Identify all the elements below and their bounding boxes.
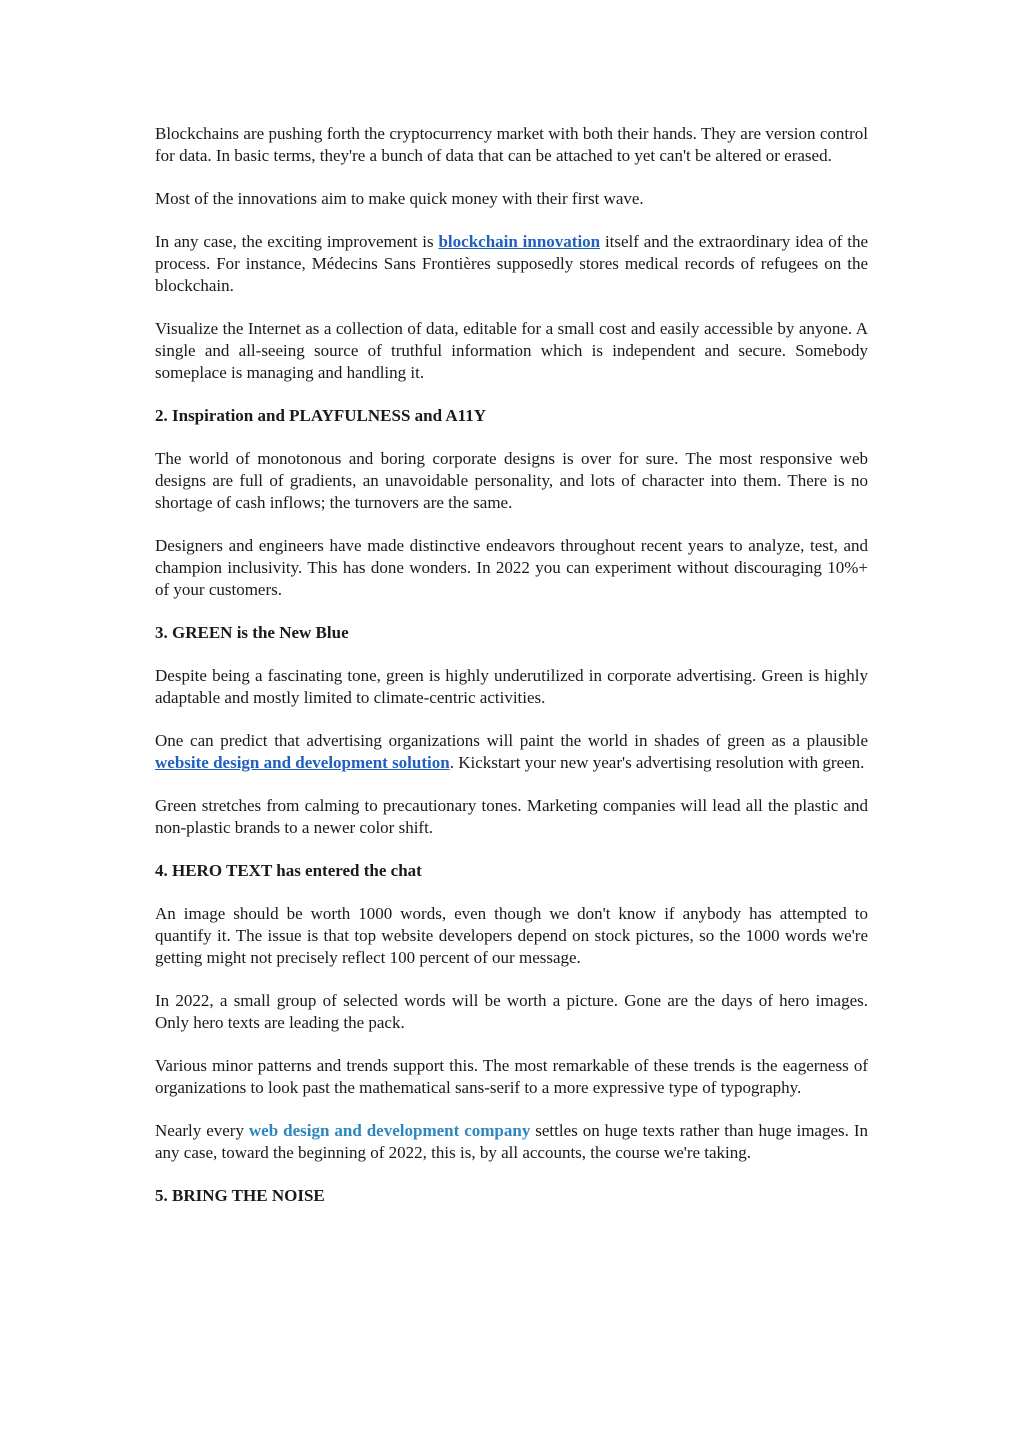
paragraph-exciting-improvement	[155, 231, 868, 297]
heading-green: 3. GREEN is the New Blue	[155, 623, 349, 642]
paragraph-inclusivity: Designers and engineers have made distinctive endeavors throughout recent years to analyze, test, and champion inclusivity. This has done wonders. In 2022 you can experiment without discouraging 10%+ of your customers.	[155, 536, 868, 599]
web-design-company-link[interactable]: web design and development company	[248, 1121, 531, 1140]
heading-inspiration: 2. Inspiration and PLAYFULNESS and A11Y	[155, 406, 486, 425]
paragraph-minor-patterns: Various minor patterns and trends support this. The most remarkable of these trends is the eagerness of organizations to look past the mathematical sans-serif to a more expressive type of typography.	[155, 1056, 868, 1097]
paragraph-innovations: Most of the innovations aim to make quick money with their first wave.	[155, 189, 644, 208]
paragraph-blockchains: Blockchains are pushing forth the cryptocurrency market with both their hands. They are version control for data. In basic terms, they're a bunch of data that can be attached to yet can't be altered or erased.	[155, 124, 868, 165]
paragraph-green-tone: Despite being a fascinating tone, green is highly underutilized in corporate advertising. Green is highly adaptable and mostly limited to climate-centric activities.	[155, 666, 868, 707]
paragraph-text: In any case, the exciting improvement is	[155, 232, 439, 251]
document-body	[155, 123, 868, 1228]
paragraph-text: . Kickstart your new year's advertising resolution with green.	[449, 753, 865, 772]
paragraph-text: Nearly every	[155, 1121, 249, 1140]
blockchain-innovation-link[interactable]: blockchain innovation	[438, 232, 601, 251]
heading-bring-the-noise: 5. BRING THE NOISE	[155, 1186, 325, 1205]
paragraph-text: settles on huge texts rather than huge images. In any case, toward the beginning of 2022, this is, by all accounts, the course we're taking.	[155, 1121, 868, 1162]
paragraph-visualize-internet: Visualize the Internet as a collection of data, editable for a small cost and easily accessible by anyone. A single and all-seeing source of truthful information which is independent and secure. Somebody someplace is managing and handling it.	[155, 319, 868, 382]
paragraph-green-prediction	[155, 730, 868, 774]
paragraph-huge-texts	[155, 1120, 868, 1164]
heading-hero-text: 4. HERO TEXT has entered the chat	[155, 861, 422, 880]
paragraph-green-stretches: Green stretches from calming to precautionary tones. Marketing companies will lead all the plastic and non-plastic brands to a newer color shift.	[155, 796, 868, 837]
paragraph-2022-words: In 2022, a small group of selected words will be worth a picture. Gone are the days of hero images. Only hero texts are leading the pack.	[155, 991, 868, 1032]
paragraph-image-worth: An image should be worth 1000 words, even though we don't know if anybody has attempted to quantify it. The issue is that top website developers depend on stock pictures, so the 1000 words we're getting might not precisely reflect 100 percent of our message.	[155, 904, 868, 967]
paragraph-text: itself and the extraordinary idea of the process. For instance, Médecins Sans Frontières supposedly stores medical records of refugees on the blockchain.	[155, 232, 868, 295]
paragraph-corporate-designs: The world of monotonous and boring corporate designs is over for sure. The most responsive web designs are full of gradients, an unavoidable personality, and lots of character into them. There is no shortage of cash inflows; the turnovers are the same.	[155, 449, 868, 512]
website-design-solution-link[interactable]: website design and development solution	[155, 753, 450, 772]
paragraph-text: One can predict that advertising organizations will paint the world in shades of green as a plausible	[155, 731, 868, 750]
